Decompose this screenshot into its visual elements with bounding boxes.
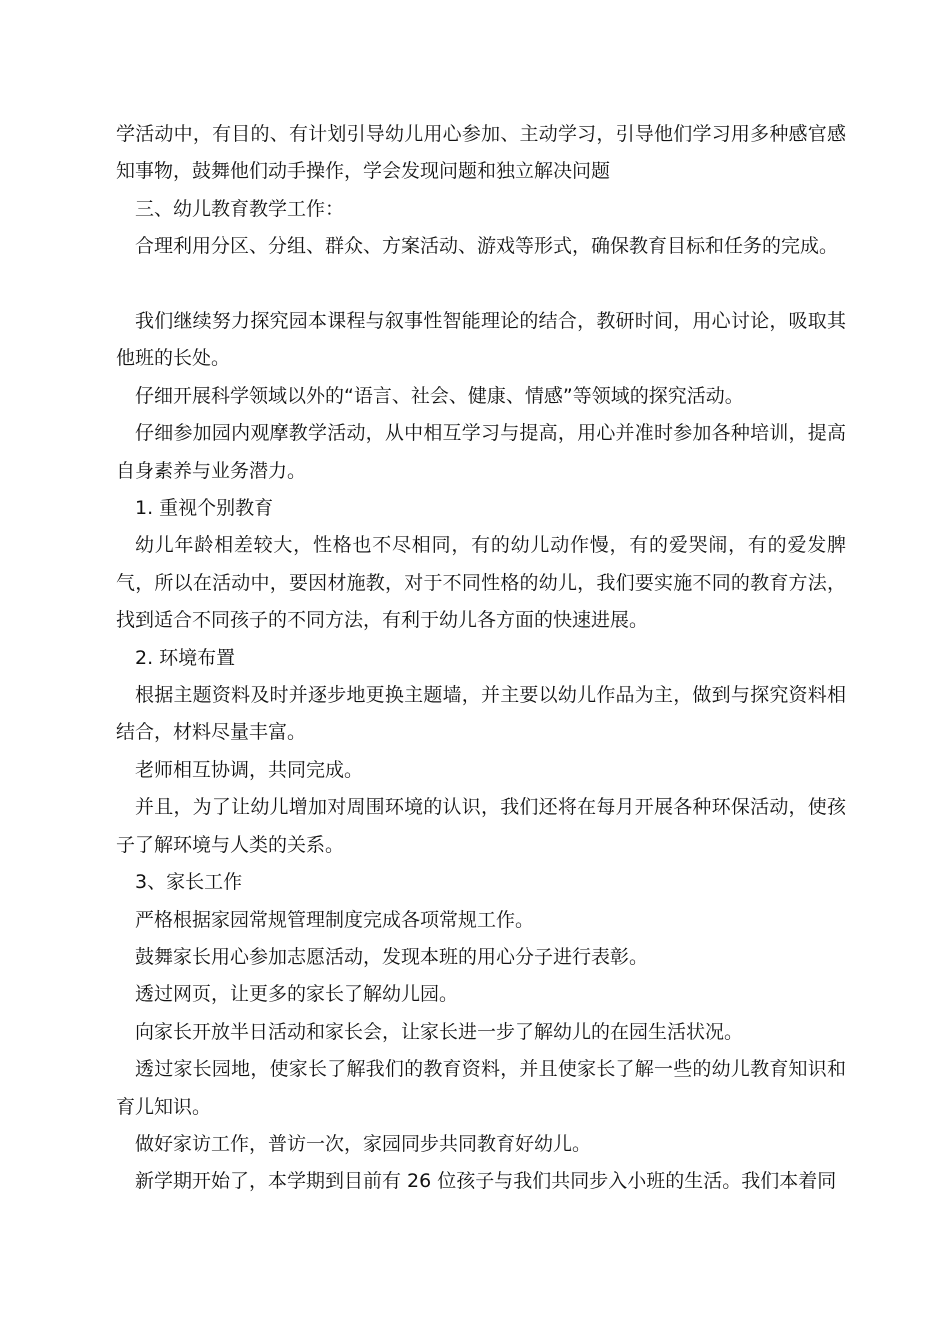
paragraph-gap xyxy=(116,266,846,303)
subheading-individual-education: 1. 重视个别教育 xyxy=(135,497,274,520)
document-body xyxy=(116,116,846,1201)
subheading-environment: 2. 环境布置 xyxy=(135,646,236,669)
paragraph: 严格根据家园常规管理制度完成各项常规工作。 xyxy=(135,908,535,931)
paragraph: 老师相互协调，共同完成。 xyxy=(135,758,364,781)
paragraph-continuation: 学活动中，有目的、有计划引导幼儿用心参加、主动学习，引导他们学习用多种感官感知事物，鼓舞他们动手操作，学会发现问题和独立解决问题 xyxy=(116,123,846,183)
paragraph: 我们继续努力探究园本课程与叙事性智能理论的结合，教研时间，用心讨论，吸取其他班的长处。 xyxy=(116,310,846,370)
paragraph: 鼓舞家长用心参加志愿活动，发现本班的用心分子进行表彰。 xyxy=(135,945,649,968)
paragraph: 透过网页，让更多的家长了解幼儿园。 xyxy=(135,983,459,1006)
paragraph: 幼儿年龄相差较大，性格也不尽相同，有的幼儿动作慢，有的爱哭闹，有的爱发脾气，所以在活动中，要因材施教，对于不同性格的幼儿，我们要实施不同的教育方法，找到适合不同孩子的不同方法，有利于幼儿各方面的快速进展。 xyxy=(116,534,846,632)
section-heading-teaching: 三、幼儿教育教学工作： xyxy=(135,197,345,220)
paragraph: 并且，为了让幼儿增加对周围环境的认识，我们还将在每月开展各种环保活动，使孩子了解环境与人类的关系。 xyxy=(116,796,846,856)
paragraph: 合理利用分区、分组、群众、方案活动、游戏等形式，确保教育目标和任务的完成。 xyxy=(135,235,839,258)
paragraph: 做好家访工作，普访一次，家园同步共同教育好幼儿。 xyxy=(135,1132,592,1155)
subheading-parent-work: 3、家长工作 xyxy=(135,871,243,894)
paragraph: 仔细参加园内观摩教学活动，从中相互学习与提高，用心并准时参加各种培训，提高自身素养与业务潜力。 xyxy=(116,422,846,482)
paragraph: 仔细开展科学领域以外的“语言、社会、健康、情感”等领域的探究活动。 xyxy=(135,384,744,407)
paragraph: 新学期开始了，本学期到目前有 26 位孩子与我们共同步入小班的生活。我们本着同 xyxy=(135,1170,837,1193)
paragraph: 透过家长园地，使家长了解我们的教育资料，并且使家长了解一些的幼儿教育知识和育儿知识。 xyxy=(116,1058,846,1118)
paragraph: 向家长开放半日活动和家长会，让家长进一步了解幼儿的在园生活状况。 xyxy=(135,1020,744,1043)
paragraph: 根据主题资料及时并逐步地更换主题墙，并主要以幼儿作品为主，做到与探究资料相结合，材料尽量丰富。 xyxy=(116,684,846,744)
